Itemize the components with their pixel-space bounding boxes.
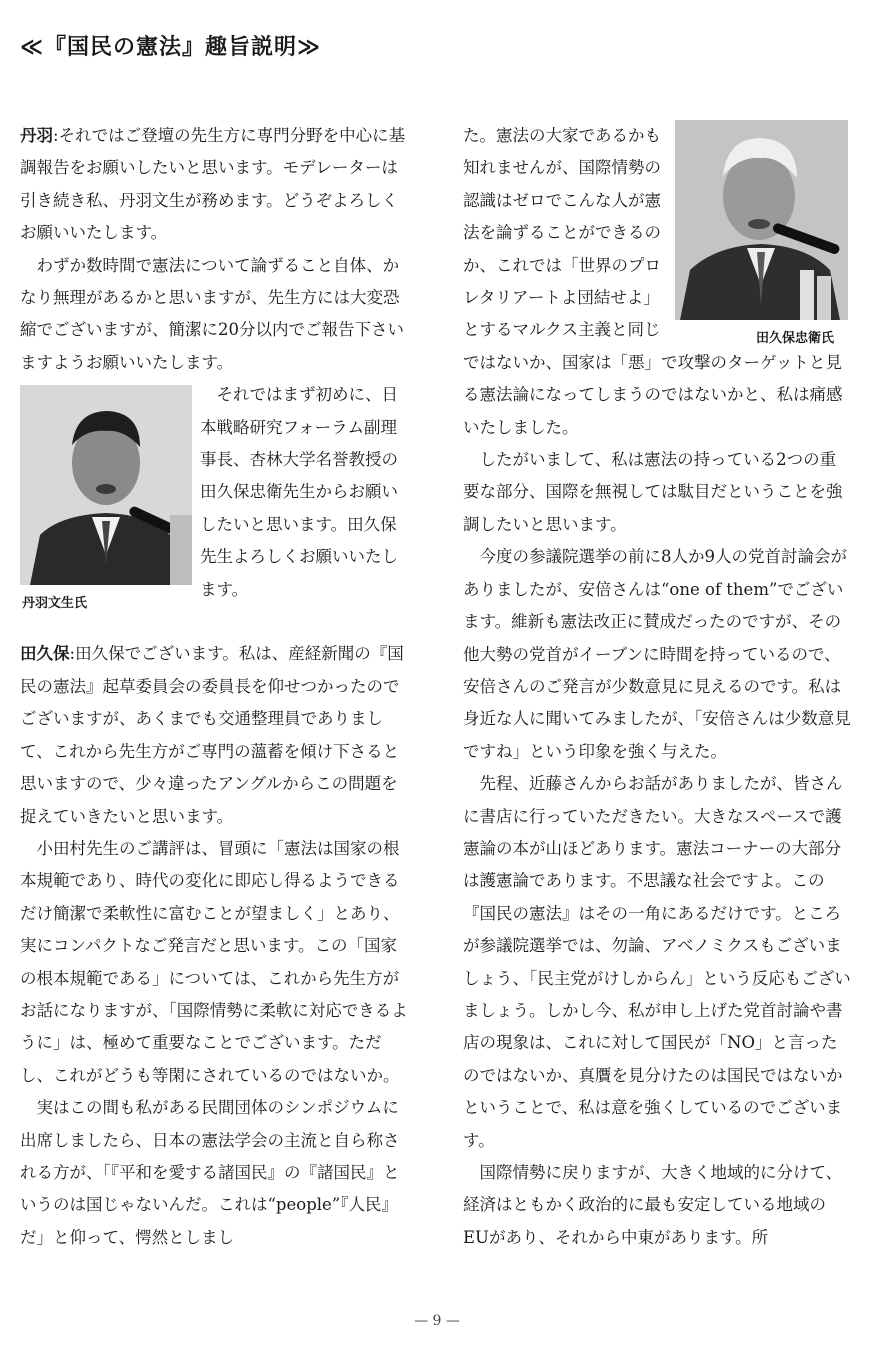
paragraph-niwa-intro: 丹羽:それではご登壇の先生方に専門分野を中心に基調報告をお願いしたいと思います。モデレーターは引き続き私、丹羽文生が務めます。どうぞよろしくお願いいたします。 <box>20 126 406 243</box>
portrait-illustration <box>20 385 192 585</box>
page-title: ≪『国民の憲法』趣旨説明≫ <box>20 35 322 60</box>
portrait-illustration <box>675 120 848 320</box>
paragraph: 先程、近藤さんからお話がありましたが、皆さんに書店に行っていただきたい。大きなスペースで護憲論の本が山ほどあります。憲法コーナーの大部分は護憲論であります。不思議な社会ですよ。この『国民の憲法』はその一角にあるだけです。ところが参議院選挙では、勿論、アベノミクスもございましょう、「民主党がけしからん」という反応もございましょう。しかし今、私が申し上げた党首討論や書店の現象は、これに対して国民が「NO」と言ったのではないか、真贋を見分けたのは国民ではないかということで、私は意を強くしているのでございます。 <box>463 774 851 1150</box>
paragraph: 今度の参議院選挙の前に8人か9人の党首討論会がありましたが、安倍さんは“one of them”でございます。維新も憲法改正に賛成だったのですが、その他大勢の党首がイーブンに時間を持っているので、安倍さんのご発言が少数意見に見えるのです。私は身近な人に聞いてみましたが、「安倍さんは少数意見ですね」という印象を強く与えた。 <box>463 547 851 761</box>
paragraph: それではまず初めに、日本戦略研究フォーラム副理事長、杏林大学名誉教授の田久保忠衛先生からお願いしたいと思います。田久保先生よろしくお願いいたします。 <box>200 385 398 599</box>
speaker-label: 田久保 <box>20 644 70 664</box>
paragraph: したがいまして、私は憲法の持っている2つの重要な部分、国際を無視しては駄目だということを強調したいと思います。 <box>463 450 843 534</box>
paragraph: た。憲法の大家であるかも知れませんが、国際情勢の認識はゼロでこんな人が憲法を論ずることができるのか、これでは「世界のプロレタリアートよ団結せよ」とするマルクス主義と同じではないか、国家は「悪」で攻撃のターゲットと見る憲法論になってしまうのではないかと、私は痛感いたしました。 <box>463 126 843 437</box>
photo-caption-takubo: 田久保忠衛氏 <box>756 331 835 346</box>
photo-caption-niwa: 丹羽文生氏 <box>22 596 88 611</box>
page-number: — 9 — <box>414 1313 460 1329</box>
paragraph: 小田村先生のご講評は、冒頭に「憲法は国家の根本規範であり、時代の変化に即応し得るようできるだけ簡潔で柔軟性に富むことが望ましく」とあり、実にコンパクトなご発言だと思います。この「国家の根本規範である」については、これから先生方がお話になりますが、「国際情勢に柔軟に対応できるように」は、極めて重要なことでございます。ただし、これがどうも等閑にされているのではないか。 <box>20 838 408 1085</box>
photo-takubo <box>675 120 848 320</box>
paragraph: 実はこの間も私がある民間団体のシンポジウムに出席しましたら、日本の憲法学会の主流と自ら称される方が、「『平和を愛する諸国民』の『諸国民』というのは国じゃないんだ。これは“people”『人民』だ」と仰って、愕然としまし <box>20 1098 400 1247</box>
photo-niwa <box>20 385 192 585</box>
paragraph-takubo-intro: 田久保:田久保でございます。私は、産経新聞の『国民の憲法』起草委員会の委員長を仰せつかったのでございますが、あくまでも交通整理員でありまして、これから先生方がご専門の薀蓄を傾け下さると思いますので、少々違ったアングルからこの問題を捉えていきたいと思います。 <box>20 644 404 826</box>
paragraph: 国際情勢に戻りますが、大きく地域的に分けて、経済はともかく政治的に最も安定している地域のEUがあり、それから中東があります。所 <box>463 1163 843 1247</box>
speaker-label: 丹羽 <box>20 126 53 145</box>
left-column <box>20 120 408 1254</box>
paragraph: わずか数時間で憲法について論ずること自体、かなり無理があるかと思いますが、先生方には大変恐縮でございますが、簡潔に20分以内でご報告下さいますようお願いいたします。 <box>20 255 404 372</box>
